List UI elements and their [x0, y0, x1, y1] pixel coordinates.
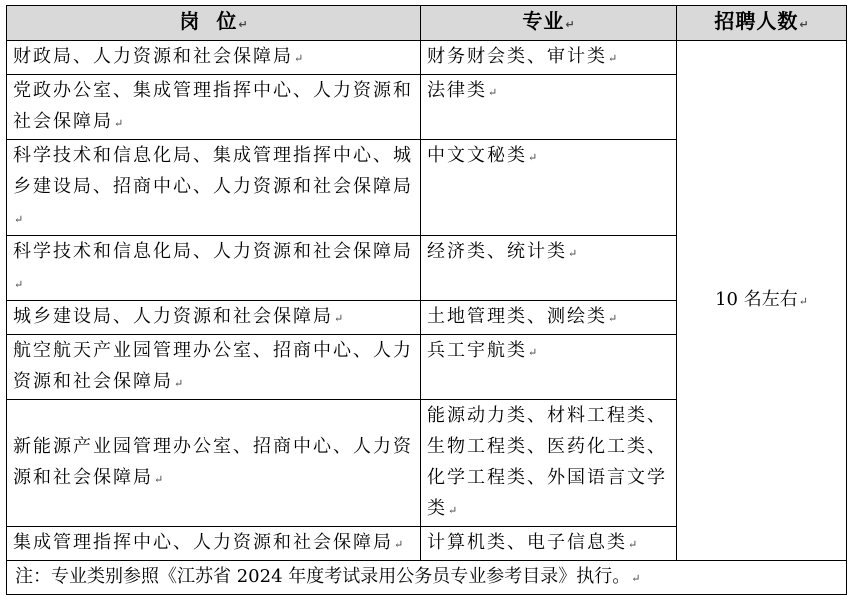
major-cell [421, 335, 677, 400]
position-text: 城乡建设局、人力资源和社会保障局 [13, 306, 333, 327]
major-cell [421, 400, 677, 527]
paragraph-mark: ↵ [114, 117, 124, 130]
major-text: 财务财会类、审计类 [427, 46, 607, 67]
position-text: 航空航天产业园管理办公室、招商中心、人力资源和社会保障局 [13, 340, 413, 392]
major-text: 计算机类、电子信息类 [427, 532, 627, 553]
paragraph-mark: ↵ [565, 18, 575, 31]
major-text: 能源动力类、材料工程类、生物工程类、医药化工类、化学工程类、外国语言文学类 [427, 405, 667, 519]
header-count-text: 招聘人数 [714, 9, 799, 33]
position-cell [7, 75, 421, 140]
count-text: 10 名左右 [715, 289, 798, 310]
table-row [7, 41, 847, 75]
position-cell [7, 301, 421, 335]
paragraph-mark: ↵ [14, 213, 24, 226]
position-cell [7, 400, 421, 527]
count-cell [677, 41, 847, 561]
paragraph-mark: ↵ [631, 572, 641, 585]
table-header-row [7, 6, 847, 41]
major-cell [421, 41, 677, 75]
paragraph-mark: ↵ [238, 18, 248, 31]
major-text: 兵工宇航类 [427, 340, 527, 361]
major-text: 法律类 [427, 80, 487, 101]
position-cell [7, 140, 421, 236]
major-text: 中文文秘类 [427, 145, 527, 166]
paragraph-mark: ↵ [154, 473, 164, 486]
paragraph-mark: ↵ [798, 295, 808, 308]
major-cell [421, 527, 677, 561]
recruitment-table [6, 5, 847, 595]
position-cell [7, 335, 421, 400]
paragraph-mark: ↵ [608, 312, 618, 325]
position-text: 党政办公室、集成管理指挥中心、人力资源和社会保障局 [13, 80, 413, 132]
paragraph-mark: ↵ [799, 18, 809, 31]
major-text: 经济类、统计类 [427, 241, 567, 262]
paragraph-mark: ↵ [294, 52, 304, 65]
paragraph-mark: ↵ [528, 346, 538, 359]
header-position [7, 6, 421, 41]
header-major-text: 专业 [522, 9, 565, 33]
major-cell [421, 140, 677, 236]
note-row [7, 561, 847, 595]
major-cell [421, 236, 677, 301]
paragraph-mark: ↵ [628, 538, 638, 551]
major-cell [421, 301, 677, 335]
note-cell [7, 561, 847, 595]
position-cell [7, 41, 421, 75]
paragraph-mark: ↵ [528, 151, 538, 164]
position-text: 新能源产业园管理办公室、招商中心、人力资源和社会保障局 [13, 436, 413, 488]
header-position-text: 岗 位 [179, 9, 238, 33]
header-count [677, 6, 847, 41]
paragraph-mark: ↵ [334, 312, 344, 325]
paragraph-mark: ↵ [174, 377, 184, 390]
position-cell [7, 527, 421, 561]
position-text: 集成管理指挥中心、人力资源和社会保障局 [13, 532, 393, 553]
major-cell [421, 75, 677, 140]
paragraph-mark: ↵ [488, 86, 498, 99]
paragraph-mark: ↵ [14, 278, 24, 291]
paragraph-mark: ↵ [394, 538, 404, 551]
header-major [421, 6, 677, 41]
major-text: 土地管理类、测绘类 [427, 306, 607, 327]
position-text: 科学技术和信息化局、人力资源和社会保障局 [13, 241, 413, 262]
paragraph-mark: ↵ [568, 247, 578, 260]
recruitment-table-container [6, 5, 847, 595]
paragraph-mark: ↵ [608, 52, 618, 65]
position-text: 科学技术和信息化局、集成管理指挥中心、城乡建设局、招商中心、人力资源和社会保障局 [13, 145, 413, 197]
paragraph-mark: ↵ [448, 504, 458, 517]
position-text: 财政局、人力资源和社会保障局 [13, 46, 293, 67]
position-cell [7, 236, 421, 301]
note-text: 注：专业类别参照《江苏省 2024 年度考试录用公务员专业参考目录》执行。 [15, 566, 631, 587]
